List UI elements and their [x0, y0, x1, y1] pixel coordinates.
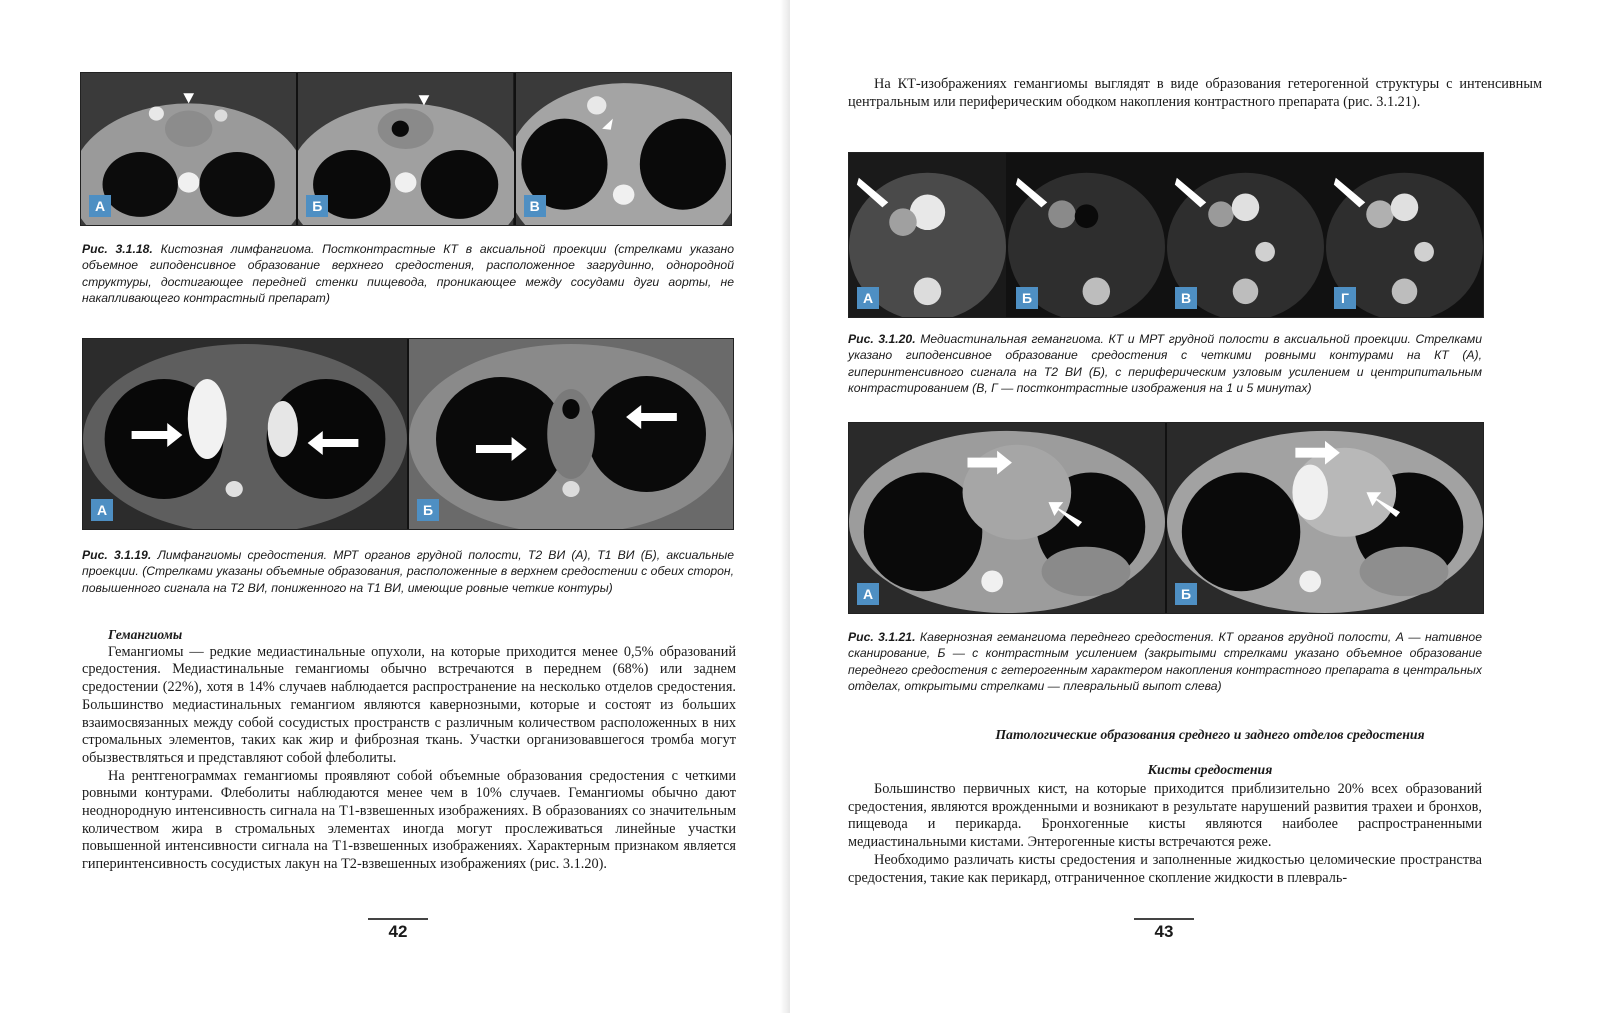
panel-label: Б [1175, 583, 1197, 605]
ct-scan-image [516, 73, 731, 225]
mri-t1-image [409, 339, 733, 529]
panel-label: А [89, 195, 111, 217]
body-text [848, 781, 1482, 887]
panel-label: Б [1016, 287, 1038, 309]
figure-3-1-18 [80, 72, 732, 226]
ct-scan-image [298, 73, 513, 225]
mri-image-panel [1167, 153, 1324, 317]
figure-3-1-20 [848, 152, 1484, 318]
caption-text: Кистозная лимфангиома. Постконтрастные КТ в аксиальной проекции (стрелками указано объемное гиподенсивное образование верхнего средостения, расположенное загрудинно, однородной структуры, достигающее передней стенки пищевода, проникающее между сосудами дуги аорты, не накапливающего контрастный препарат) [82, 242, 734, 305]
ct-native-image [849, 423, 1165, 613]
ct-contrast-image [1167, 423, 1483, 613]
caption-text: Медиастинальная гемангиома. КТ и МРТ грудной полости в аксиальной проекции. Стрелками указано гиподенсивное образование средостения с четкими ровными контурами на КТ (А), гиперинтенсивного сигнала на Т2 ВИ (Б), с периферическим узловым усилением и центрипитальным контрастированием (В, Г — постконтрастные изображения на 1 и 5 минутах) [848, 332, 1482, 395]
caption-label: Рис. 3.1.20. [848, 332, 916, 346]
panel-label: В [524, 195, 546, 217]
caption-label: Рис. 3.1.21. [848, 630, 916, 644]
panel-label: А [857, 583, 879, 605]
page-number: 42 [368, 918, 428, 942]
paragraph: На рентгенограммах гемангиомы проявляют собой объемные образования средостения с четкими ровными контурами. Флеболиты наблюдаются менее чем в 10% случаев. Гемангиомы обычно дают неоднородную интенсивность сигнала на Т1-взвешенных изображениях. В образованиях со значительным количеством жира в стромальных элементах иногда могут прослеживаться линейные участки повышенной интенсивности сигнала на Т1-взвешенных изображениях. Характерным признаком является гиперинтенсивность сосудистых лакун на Т2-взвешенных изображениях (рис. 3.1.20). [82, 767, 736, 873]
mri-t2-image [83, 339, 407, 529]
figure-caption [82, 547, 734, 596]
mri-image-panel [409, 339, 733, 529]
paragraph: Необходимо различать кисты средостения и заполненные жидкостью целомические пространства средостения, такие как перикард, отграниченное скопление жидкости в плевраль- [848, 851, 1482, 886]
mri-image-panel [1326, 153, 1483, 317]
paragraph: Большинство первичных кист, на которые приходится приблизительно 20% всех образований средостения, являются врожденными и возникают в результате нарушений развития трахеи и бронхов, пищевода и перикарда. Бронхогенные кисты являются наиболее распространенными медиастинальными кистами. Энтерогенные кисты встречаются реже. [848, 781, 1482, 851]
intro-text [848, 76, 1542, 111]
caption-text: Лимфангиомы средостения. МРТ органов грудной полости, Т2 ВИ (А), Т1 ВИ (Б), аксиальные проекции. (Стрелками указаны объемные образования, расположенные в верхнем средостении с обеих сторон, повышенного сигнала на Т2 ВИ, пониженного на Т1 ВИ, имеющие ровные четкие контуры) [82, 548, 734, 595]
ct-scan-image [81, 73, 296, 225]
right-page [790, 0, 1600, 1013]
subsection-heading: Кисты средостения [1147, 762, 1273, 777]
caption-label: Рис. 3.1.19. [82, 548, 152, 562]
ct-image-panel [516, 73, 731, 225]
mri-image-panel [1008, 153, 1165, 317]
panel-label: А [91, 499, 113, 521]
figure-caption [848, 629, 1482, 694]
panel-label: А [857, 287, 879, 309]
paragraph: Гемангиомы — редкие медиастинальные опухоли, на которые приходится менее 0,5% образований средостения. Медиастинальные гемангиомы обычно встречаются в переднем (68%) или заднем средостении (22%), хотя в 14% случаев наблюдается распространение на несколько отделов средостения. Большинство медиастинальных гемангиом являются кавернозными, которые и состоят из больших взаимосвязанных между собой сосудистых пространств с различным количеством расположенных в них стромальных элементов, таких как жир и фиброзная ткань. Участки организовавшегося тромба могут обызвествляться и представляют собой флеболиты. [82, 643, 736, 766]
caption-label: Рис. 3.1.18. [82, 242, 153, 256]
ct-image-panel [81, 73, 296, 225]
panel-label: Б [306, 195, 328, 217]
panel-label: В [1175, 287, 1197, 309]
ct-image-panel [849, 423, 1165, 613]
panel-label: Б [417, 499, 439, 521]
figure-3-1-19 [82, 338, 734, 530]
paragraph: На КТ-изображениях гемангиомы выглядят в виде образования гетерогенной структуры с интенсивным центральным или периферическим ободком накопления контрастного препарата (рис. 3.1.21). [848, 76, 1542, 110]
page-number: 43 [1134, 918, 1194, 942]
left-page [0, 0, 790, 1013]
body-text [82, 626, 736, 874]
ct-image-panel [849, 153, 1006, 317]
figure-caption [848, 331, 1482, 396]
panel-label: Г [1334, 287, 1356, 309]
ct-image-panel [1167, 423, 1483, 613]
figure-caption [82, 241, 734, 306]
section-heading: Гемангиомы [108, 627, 183, 642]
section-heading: Патологические образования среднего и заднего отделов средостения [995, 727, 1425, 742]
figure-3-1-21 [848, 422, 1484, 614]
caption-text: Кавернозная гемангиома переднего средостения. КТ органов грудной полости, А — нативное сканирование, Б — с контрастным усилением (закрытыми стрелками указано объемное образование переднего средостения с гетерогенным характером накопления контрастного препарата в центральных отделах, открытыми стрелками — плевральный выпот слева) [848, 630, 1482, 693]
ct-image-panel [298, 73, 513, 225]
mri-image-panel [83, 339, 407, 529]
